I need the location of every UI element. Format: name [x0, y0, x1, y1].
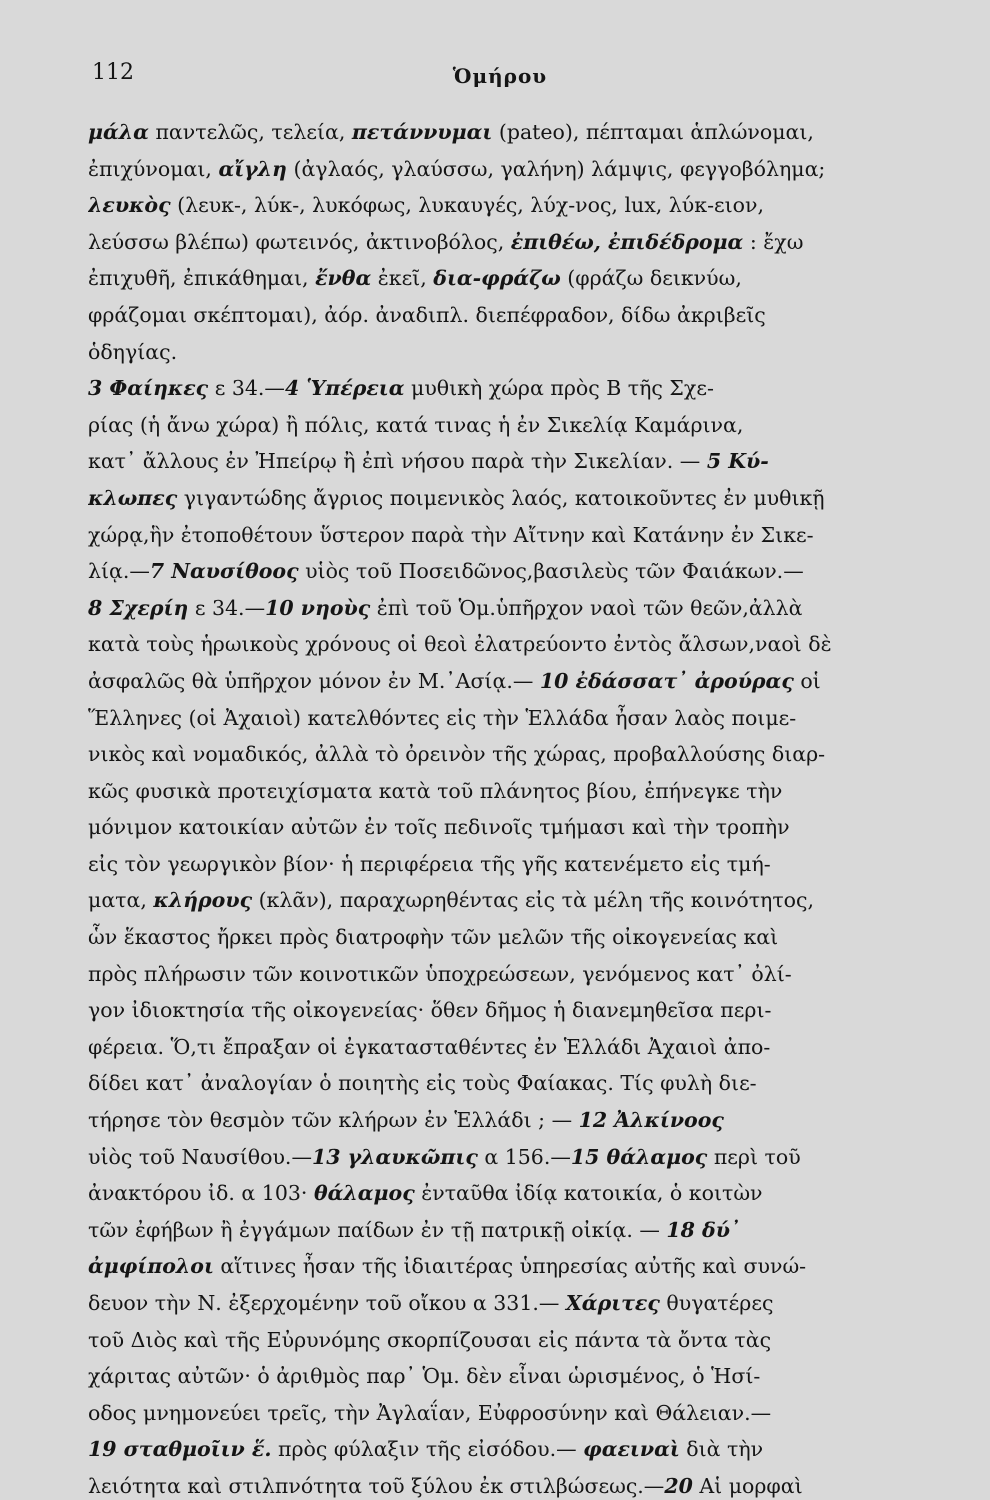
text-segment: πρὸς φύλαξιν τῆς εἰσόδου.—: [271, 1437, 584, 1462]
text-line: [88, 956, 948, 993]
text-segment: λειότητα καὶ στιλπνότητα τοῦ ξύλου ἐκ στιλβώσεως.—: [88, 1473, 665, 1498]
lemma: Χάριτες: [565, 1291, 660, 1315]
text-line: [88, 846, 948, 883]
text-segment: (ἀγλαός, γλαύσσω, γαλήνη) λάμψις, φεγγοβόλημα;: [286, 156, 826, 181]
lemma: φαειναὶ: [583, 1437, 680, 1462]
text-line: [88, 1102, 948, 1139]
text-line: [88, 370, 948, 407]
text-segment: υἱὸς τοῦ Ναυσίθου.—: [88, 1144, 312, 1169]
text-segment: ἐπὶ τοῦ Ὁμ.ὑπῆρχον ναοὶ τῶν θεῶν,ἀλλὰ: [370, 595, 803, 620]
text-segment: Ἕλληνες (οἱ Ἀχαιοὶ) κατελθόντες εἰς τὴν Ἑλλάδα ἦσαν λαὸς ποιμε-: [88, 705, 797, 730]
text-segment: γιγαντώδης ἄγριος ποιμενικὸς λαός, κατοικοῦντες ἐν μυθικῇ: [177, 485, 825, 510]
text-line: [88, 517, 948, 554]
text-segment: ὧν ἕκαστος ἤρκει πρὸς διατροφὴν τῶν μελῶν τῆς οἰκογενείας καὶ: [88, 925, 779, 950]
text-segment: λεύσσω βλέπω) φωτεινός, ἀκτινοβόλος,: [88, 229, 511, 254]
text-segment: : ἔχω: [743, 229, 804, 254]
lemma: μάλα: [88, 120, 149, 144]
text-segment: θυγατέρες: [659, 1291, 774, 1315]
text-segment: (κλᾶν), παραχωρηθέντας εἰς τὰ μέλη τῆς κοινότητος,: [252, 888, 815, 913]
text-line: [88, 1139, 948, 1176]
text-segment: κῶς φυσικὰ προτειχίσματα κατὰ τοῦ πλάνητος βίου, ἐπήνεγκε τὴν: [88, 778, 783, 803]
text-line: [88, 809, 948, 846]
text-line: [88, 773, 948, 810]
text-line: [88, 1358, 948, 1395]
text-line: [88, 882, 948, 919]
text-line: [88, 443, 948, 480]
text-segment: υἱὸς τοῦ Ποσειδῶνος,βασιλεὺς τῶν Φαιάκων.—: [298, 559, 804, 584]
text-line: [88, 1248, 948, 1285]
lemma: 20: [664, 1473, 693, 1498]
text-segment: (φράζω δεικνύω,: [560, 266, 742, 291]
text-line: [88, 590, 948, 627]
lemma: λευκὸς: [88, 193, 171, 218]
lemma: 13 γλαυκῶπις: [311, 1144, 478, 1169]
lemma: θάλαμος: [313, 1181, 415, 1206]
text-line: [88, 187, 948, 224]
text-segment: ὁδηγίας.: [88, 339, 178, 364]
text-segment: οἱ: [793, 668, 821, 693]
text-line: [88, 626, 948, 663]
lemma: 8 Σχερίη: [88, 595, 189, 620]
text-segment: μόνιμον κατοικίαν αὐτῶν ἐν τοῖς πεδινοῖς τμήμασι καὶ τὴν τροπὴν: [88, 815, 790, 840]
text-line: [88, 1175, 948, 1212]
text-segment: ἀνακτόρου ἰδ. α 103·: [88, 1181, 314, 1206]
text-line: [88, 700, 948, 737]
text-line: [88, 1029, 948, 1066]
text-line: [88, 260, 948, 297]
lemma: 10 νηοὺς: [265, 595, 371, 620]
text-segment: χώρᾳ,ἣν ἐτοποθέτουν ὕστερον παρὰ τὴν Αἴτνην καὶ Κατάνην ἐν Σικε-: [88, 522, 814, 547]
text-line: [88, 407, 948, 444]
text-segment: λίᾳ.—: [88, 559, 150, 584]
text-segment: φέρεια. Ὅ,τι ἔπραξαν οἱ ἐγκατασταθέντες ἐν Ἑλλάδι Ἀχαιοὶ ἀπο-: [88, 1034, 771, 1059]
lemma: 3 Φαίηκες: [88, 376, 209, 401]
commentary-text: [88, 114, 948, 1500]
text-segment: τοῦ Διὸς καὶ τῆς Εὐρυνόμης σκορπίζουσαι εἰς πάντα τὰ ὄντα τὰς: [88, 1327, 772, 1352]
text-segment: μυθικὴ χώρα πρὸς Β τῆς Σχε-: [404, 376, 714, 401]
text-segment: τῶν ἐφήβων ἢ ἐγγάμων παίδων ἐν τῇ πατρικῇ οἰκίᾳ. —: [88, 1217, 667, 1242]
text-segment: ἐνταῦθα ἰδίᾳ κατοικία, ὁ κοιτὼν: [414, 1181, 763, 1206]
text-segment: ἀσφαλῶς θὰ ὑπῆρχον μόνον ἐν Μ.᾿Ασίᾳ.—: [88, 668, 540, 693]
text-segment: εἰς τὸν γεωργικὸν βίον· ἡ περιφέρεια τῆς γῆς κατενέμετο εἰς τμή-: [88, 851, 771, 876]
lemma: 12 Ἀλκίνοος: [578, 1108, 724, 1133]
text-line: [88, 334, 948, 371]
lemma: κλωπες: [88, 485, 178, 510]
text-segment: τήρησε τὸν θεσμὸν τῶν κλήρων ἐν Ἑλλάδι ; —: [88, 1108, 579, 1133]
text-segment: φράζομαι σκέπτομαι), ἀόρ. ἀναδιπλ. διεπέφραδον, δίδω ἀκριβεῖς: [88, 302, 766, 327]
text-segment: ἐπιχυθῆ, ἐπικάθημαι,: [88, 266, 316, 291]
lemma: κλήρους: [153, 888, 253, 913]
text-line: [88, 1431, 948, 1468]
text-segment: χάριτας αὐτῶν· ὁ ἀριθμὸς παρ᾿ Ὁμ. δὲν εἶναι ὡρισμένος, ὁ Ἡσί-: [88, 1364, 761, 1389]
page-number: 112: [92, 60, 134, 85]
text-line: [88, 1212, 948, 1249]
text-line: [88, 114, 948, 151]
text-line: [88, 992, 948, 1029]
text-line: [88, 736, 948, 773]
text-line: [88, 1395, 948, 1432]
lemma: 18 δύ᾿: [666, 1217, 741, 1242]
text-segment: κατὰ τοὺς ἡρωικοὺς χρόνους οἱ θεοὶ ἐλατρεύοντο ἐντὸς ἄλσων,ναοὶ δὲ: [88, 632, 832, 657]
text-line: [88, 553, 948, 590]
text-line: [88, 1468, 948, 1500]
text-segment: ἐπιχύνομαι,: [88, 156, 219, 181]
text-segment: (λευκ-, λύκ-, λυκόφως, λυκαυγές, λύχ-νος, lux, λύκ-ειον,: [170, 193, 764, 218]
lemma: πετάννυμαι: [351, 120, 493, 144]
text-segment: δευον τὴν Ν. ἐξερχομένην τοῦ οἴκου α 331.—: [88, 1291, 566, 1315]
text-segment: Αἱ μορφαὶ: [692, 1473, 803, 1498]
text-line: [88, 1322, 948, 1359]
text-segment: κατ᾿ ἄλλους ἐν Ἠπείρῳ ἢ ἐπὶ νήσου παρὰ τὴν Σικελίαν. —: [88, 449, 707, 474]
text-segment: ρίας (ἡ ἄνω χώρα) ἢ πόλις, κατά τινας ἡ ἐν Σικελίᾳ Καμάρινα,: [88, 412, 744, 437]
text-line: [88, 663, 948, 700]
text-segment: παντελῶς, τελεία,: [148, 120, 352, 144]
text-segment: γον ἰδιοκτησία τῆς οἰκογενείας· ὅθεν δῆμος ἡ διανεμηθεῖσα περι-: [88, 998, 772, 1023]
lemma: 15 θάλαμος: [570, 1144, 708, 1169]
text-segment: δίδει κατ᾿ ἀναλογίαν ὁ ποιητὴς εἰς τοὺς Φαίακας. Τίς φυλὴ διε-: [88, 1071, 757, 1096]
text-line: [88, 1065, 948, 1102]
text-segment: διὰ τὴν: [679, 1437, 764, 1462]
lemma: δια-φράζω: [433, 266, 561, 291]
lemma: ἔνθα: [315, 266, 372, 291]
text-segment: (pateo), πέπταμαι ἁπλώνομαι,: [492, 120, 814, 144]
text-line: [88, 297, 948, 334]
lemma: 10 ἐδάσσατ᾿ ἀρούρας: [539, 668, 794, 693]
lemma: 7 Ναυσίθοος: [149, 559, 299, 584]
text-segment: πρὸς πλήρωσιν τῶν κοινοτικῶν ὑποχρεώσεων, γενόμενος κατ᾿ ὀλί-: [88, 961, 792, 986]
lemma: ἐπιθέω, ἐπιδέδρομα: [510, 229, 744, 254]
text-segment: νικὸς καὶ νομαδικός, ἀλλὰ τὸ ὀρεινὸν τῆς χώρας, προβαλλούσης διαρ-: [88, 742, 826, 767]
text-segment: περὶ τοῦ: [707, 1144, 801, 1169]
text-segment: ε 34.—: [208, 376, 285, 401]
lemma: ἀμφίπολοι: [88, 1254, 214, 1279]
text-segment: ε 34.—: [188, 595, 266, 620]
text-segment: οδος μνημονεύει τρεῖς, τὴν Ἀγλαΐαν, Εὐφροσύνην καὶ Θάλειαν.—: [88, 1400, 772, 1425]
text-segment: ματα,: [88, 888, 154, 913]
lemma: 4 Ὑπέρεια: [284, 376, 405, 401]
running-title: Ὁμήρου: [452, 64, 548, 88]
text-line: [88, 151, 948, 188]
text-segment: αἵτινες ἦσαν τῆς ἰδιαιτέρας ὑπηρεσίας αὐτῆς καὶ συνώ-: [213, 1254, 807, 1279]
text-line: [88, 480, 948, 517]
text-segment: ἐκεῖ,: [371, 266, 434, 291]
text-line: [88, 1285, 948, 1322]
text-line: [88, 224, 948, 261]
lemma: αἴγλη: [218, 156, 287, 181]
text-line: [88, 919, 948, 956]
text-segment: α 156.—: [477, 1144, 571, 1169]
lemma: 19 σταθμοῖιν ἕ.: [88, 1437, 272, 1462]
lemma: 5 Κύ-: [706, 449, 769, 474]
